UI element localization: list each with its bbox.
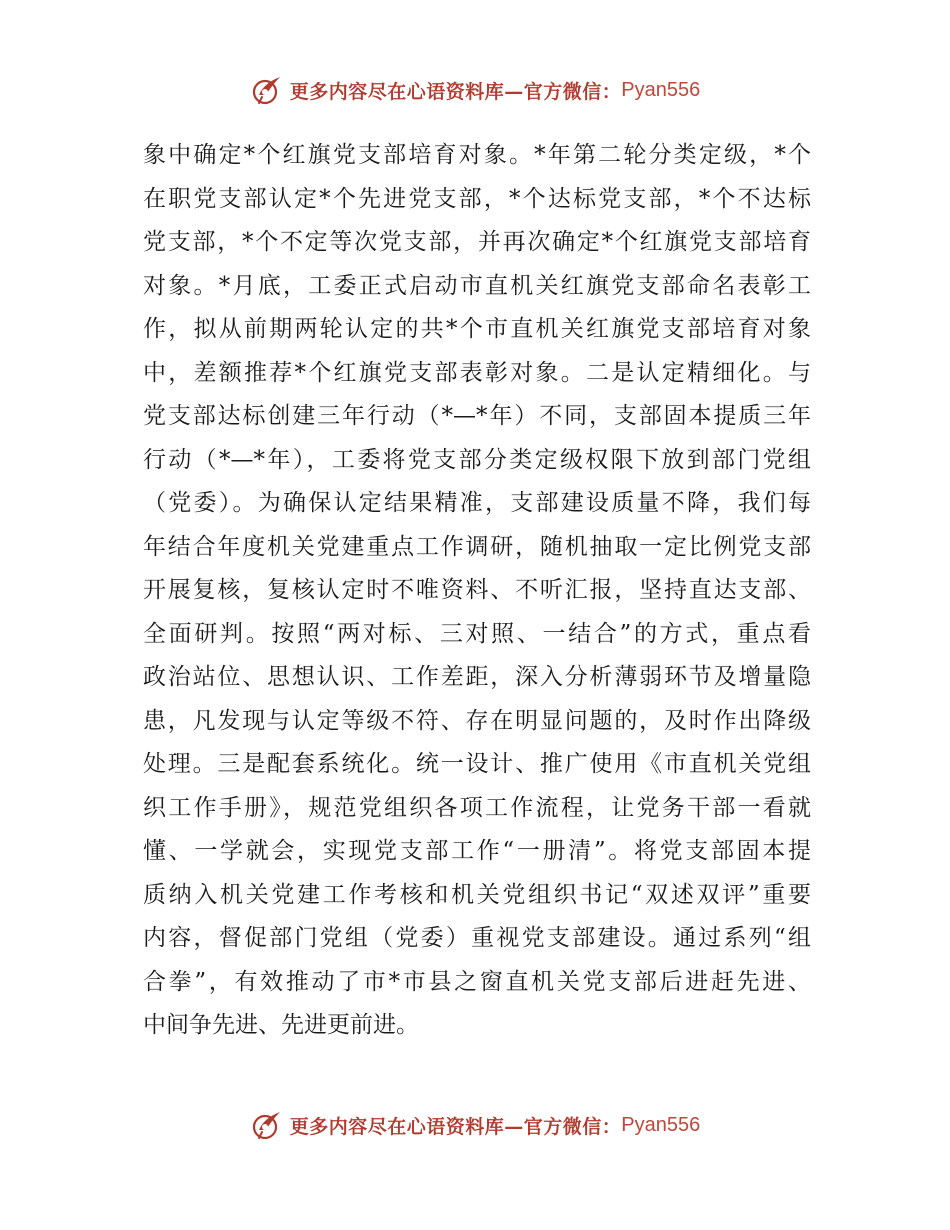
- body-line: 党支部达标创建三年行动（*—*年）不同，支部固本提质三年: [143, 403, 811, 429]
- body-line: 处理。三是配套系统化。统一设计、推广使用《市直机关党组: [143, 751, 811, 777]
- footer-watermark-banner: [0, 1105, 950, 1145]
- body-line: 内容，督促部门党组（党委）重视党支部建设。通过系列“组: [143, 925, 811, 951]
- body-line: （党委）。为确保认定结果精准，支部建设质量不降，我们每: [143, 490, 811, 516]
- body-line: 织工作手册》，规范党组织各项工作流程，让党务干部一看就: [143, 794, 811, 821]
- body-line: 党支部，*个不定等次党支部，并再次确定*个红旗党支部培育: [143, 229, 811, 255]
- quill-logo-icon: [250, 1108, 284, 1142]
- body-line: 对象。*月底，工委正式启动市直机关红旗党支部命名表彰工: [143, 272, 811, 299]
- wechat-id: Pyan556: [621, 78, 701, 101]
- body-line: 年结合年度机关党建重点工作调研，随机抽取一定比例党支部: [143, 533, 811, 560]
- body-line: 开展复核，复核认定时不唯资料、不听汇报，坚持直达支部、: [143, 577, 811, 603]
- banner-text: 更多内容尽在心语资料库—官方微信：: [289, 80, 622, 103]
- body-line: 患，凡发现与认定等级不符、存在明显问题的，及时作出降级: [143, 707, 811, 734]
- body-line: 质纳入机关党建工作考核和机关党组织书记“双述双评”重要: [143, 881, 811, 908]
- body-line: 象中确定*个红旗党支部培育对象。*年第二轮分类定级，*个: [143, 142, 811, 168]
- banner-text: 更多内容尽在心语资料库—官方微信：: [289, 1115, 622, 1138]
- body-line: 在职党支部认定*个先进党支部，*个达标党支部，*个不达标: [143, 185, 811, 212]
- body-line: 政治站位、思想认识、工作差距，深入分析薄弱环节及增量隐: [143, 664, 811, 690]
- quill-logo-icon: [250, 73, 284, 107]
- document-body: [143, 134, 811, 1048]
- body-line: 中间争先进、先进更前进。: [143, 1012, 419, 1038]
- body-line: 行动（*—*年），工委将党支部分类定级权限下放到部门党组: [143, 446, 811, 473]
- wechat-id: Pyan556: [621, 1113, 701, 1136]
- body-line: 作，拟从前期两轮认定的共*个市直机关红旗党支部培育对象: [143, 316, 811, 342]
- body-line: 懂、一学就会，实现党支部工作“一册清”。将党支部固本提: [143, 838, 811, 864]
- body-line: 全面研判。按照“两对标、三对照、一结合”的方式，重点看: [143, 620, 811, 647]
- body-line: 中，差额推荐*个红旗党支部表彰对象。二是认定精细化。与: [143, 359, 811, 386]
- body-line: 合拳”，有效推动了市*市县之窗直机关党支部后进赶先进、: [143, 968, 811, 995]
- header-watermark-banner: [0, 70, 950, 110]
